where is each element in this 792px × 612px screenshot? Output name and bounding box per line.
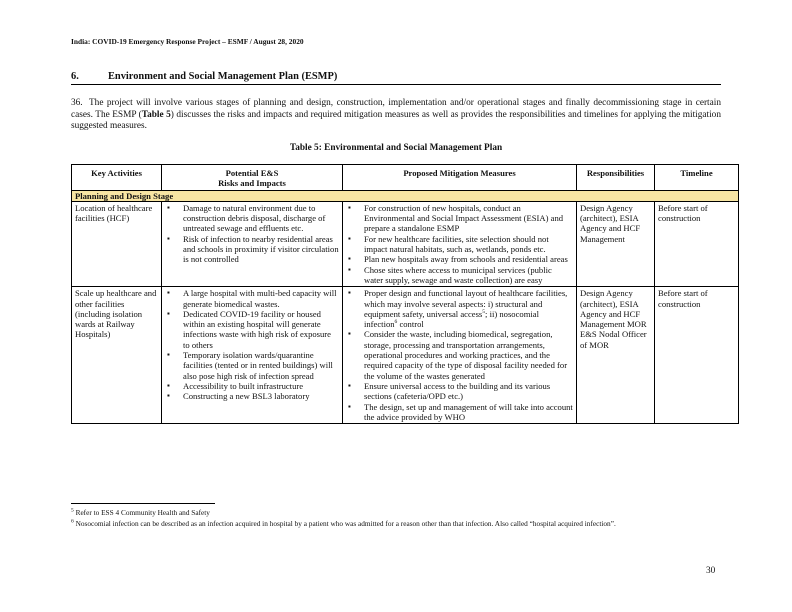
list-item xyxy=(346,288,573,329)
paragraph-text-part2: ) discusses the risks and impacts and required mitigation measures as well as provides the responsibilities and timelines for applying the mitigation suggested measures. xyxy=(71,109,721,132)
list-item: ▪ The design, set up and management of will take into account the advice provided by WHO xyxy=(346,402,573,423)
row2-responsibilities: Design Agency (architect), ESIA Agency and HCF Management MOR E&S Nodal Officer of MOR xyxy=(577,287,655,424)
row1-responsibilities: Design Agency (architect), ESIA Agency and HCF Management xyxy=(577,201,655,286)
footnote-ref: 6 xyxy=(394,319,398,326)
row1-activity: Location of healthcare facilities (HCF) xyxy=(72,201,162,286)
section-title: Environment and Social Management Plan (ESMP) xyxy=(108,71,338,82)
esmp-table xyxy=(71,164,739,424)
page-number: 30 xyxy=(706,566,716,576)
mitigation-text: control xyxy=(397,319,424,330)
footnote xyxy=(71,519,721,529)
list-item: ▪ For construction of new hospitals, conduct an Environmental and Social Impact Assessment (ESIA) and prepare a standalone ESMP xyxy=(346,203,573,234)
row2-timeline: Before start of construction xyxy=(655,287,739,424)
footnote-divider xyxy=(71,503,215,504)
list-item: ▪ For new healthcare facilities, site selection should not impact natural habitats, such as, wetlands, ponds etc. xyxy=(346,234,573,255)
table-reference: Table 5 xyxy=(141,109,171,120)
list-item: ▪ Consider the waste, including biomedical, segregation, storage, processing and transportation arrangements, operational procedures and working practices, and the required capacity of the type of disposal facility needed for the volume of the wastes generated xyxy=(346,329,573,380)
row2-mitigation xyxy=(343,287,577,424)
header-responsibilities: Responsibilities xyxy=(577,165,655,191)
list-item: ▪ Accessibility to built infrastructure xyxy=(165,381,339,391)
header-key-activities: Key Activities xyxy=(72,165,162,191)
paragraph-number: 36. xyxy=(71,98,83,108)
footnotes xyxy=(71,508,721,529)
row1-risks xyxy=(162,201,343,286)
header-risks xyxy=(162,165,343,191)
header-risks-line2: Risks and Impacts xyxy=(218,178,286,189)
list-item: ▪ A large hospital with multi-bed capacity will generate biomedical wastes. xyxy=(165,288,339,309)
list-item: ▪ Plan new hospitals away from schools and residential areas xyxy=(346,254,573,264)
table-row xyxy=(72,201,739,286)
stage-row xyxy=(72,190,739,201)
running-header: India: COVID-19 Emergency Response Project – ESMF / August 28, 2020 xyxy=(71,37,304,46)
footnote xyxy=(71,508,721,518)
footnote-text: Nosocomial infection can be described as an infection acquired in hospital by a patient who was admitted for a reason other than that infection. Also called “hospital acquired infection”. xyxy=(73,518,616,528)
section-heading xyxy=(71,71,337,82)
footnote-ref: 5 xyxy=(482,309,486,315)
mitigation-text: Proper design and functional layout of healthcare facilities, which may involve several aspects: i) structural and equipment safety, universal access xyxy=(364,288,568,319)
row2-risks xyxy=(162,287,343,424)
paragraph-text-part1: The project will involve various stages of planning and design, construction, implementation and/or operational stages and finally decommissioning stage in certain cases. The ESMP ( xyxy=(71,98,721,120)
list-item: ▪ Constructing a new BSL3 laboratory xyxy=(165,391,339,401)
table-caption: Table 5: Environmental and Social Management Plan xyxy=(289,143,503,153)
section-divider xyxy=(71,84,721,85)
row1-timeline: Before start of construction xyxy=(655,201,739,286)
header-timeline: Timeline xyxy=(655,165,739,191)
mitigation-text: ; ii) nosocomial infection xyxy=(364,308,539,330)
list-item: ▪ Chose sites where access to municipal services (public water supply, sewage and waste collection) are easy xyxy=(346,265,573,286)
footnote-mark: 5 xyxy=(71,507,74,514)
footnote-text: Refer to ESS 4 Community Health and Safety xyxy=(73,508,210,517)
row2-activity: Scale up healthcare and other facilities (including isolation wards at Railway Hospitals) xyxy=(72,287,162,424)
section-number: 6. xyxy=(71,71,79,82)
list-item: ▪ Ensure universal access to the building and its various sections (cafeteria/OPD etc.) xyxy=(346,381,573,402)
table-row xyxy=(72,287,739,424)
list-item: ▪ Risk of infection to nearby residential areas and schools in proximity if visitor circulation is not controlled xyxy=(165,234,339,265)
list-item: ▪ Damage to natural environment due to construction debris disposal, discharge of untreated sewage and effluents etc. xyxy=(165,203,339,234)
list-item: ▪ Temporary isolation wards/quarantine facilities (tented or in rented buildings) will also pose high risk of infection spread xyxy=(165,350,339,381)
row1-mitigation xyxy=(343,201,577,286)
table-header-row xyxy=(72,165,739,191)
header-mitigation: Proposed Mitigation Measures xyxy=(343,165,577,191)
footnote-mark: 6 xyxy=(71,518,74,525)
list-item: ▪ Dedicated COVID-19 facility or housed within an existing hospital will generate infections waste with high risk of exposure to others xyxy=(165,309,339,350)
stage-label: Planning and Design Stage xyxy=(72,190,739,201)
paragraph-36 xyxy=(71,98,721,133)
header-risks-line1: Potential E&S xyxy=(225,168,279,178)
